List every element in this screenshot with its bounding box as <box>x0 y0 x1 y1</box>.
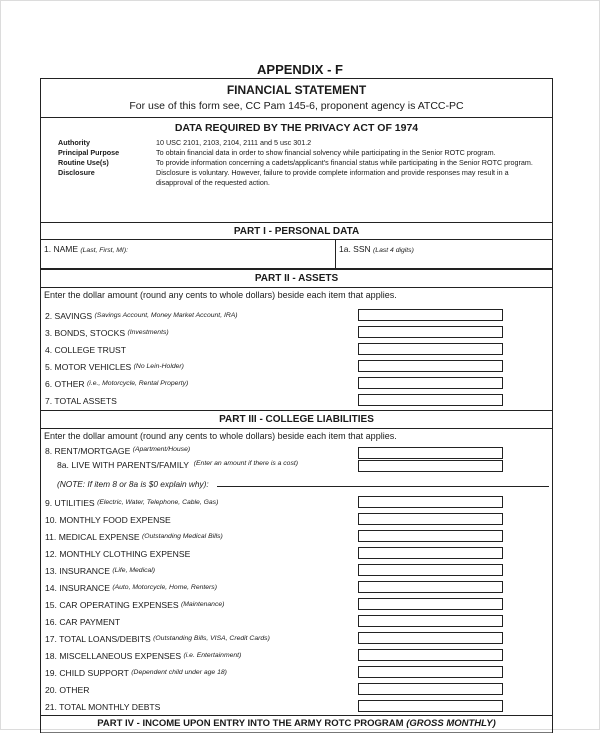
item-hint: (Apartment/House) <box>132 446 191 453</box>
part4-heading-italic: (GROSS MONTHLY) <box>406 718 496 729</box>
item-label: 21. TOTAL MONTHLY DEBTS <box>45 701 161 712</box>
item-label: 19. CHILD SUPPORT <box>45 667 129 678</box>
item-hint: (Savings Account, Money Market Account, IRA) <box>94 312 238 319</box>
item-label: 16. CAR PAYMENT <box>45 616 121 627</box>
ssn-hint: (Last 4 digits) <box>373 247 414 254</box>
liability-item-misc <box>41 647 552 664</box>
ssn-label: 1a. SSN <box>339 244 371 254</box>
clothing-amount-input[interactable] <box>358 547 503 559</box>
other-liabilities-amount-input[interactable] <box>358 683 503 695</box>
motor-vehicles-amount-input[interactable] <box>358 360 503 372</box>
misc-amount-input[interactable] <box>358 649 503 661</box>
liability-item-insurance-life <box>41 562 552 579</box>
other-assets-amount-input[interactable] <box>358 377 503 389</box>
item-label: 10. MONTHLY FOOD EXPENSE <box>45 514 171 525</box>
item-hint: (Dependent child under age 18) <box>131 669 227 676</box>
total-debts-amount-input[interactable] <box>358 700 503 712</box>
privacy-key <box>58 178 156 188</box>
privacy-value: To obtain financial data in order to show financial solvency while participating in the Senior ROTC program. <box>156 148 496 157</box>
name-field[interactable] <box>41 240 336 268</box>
liability-item-car-operating <box>41 596 552 613</box>
form-title-block <box>41 79 552 118</box>
name-label: 1. NAME <box>44 244 79 254</box>
asset-item-college-trust <box>41 341 552 358</box>
privacy-key: Routine Use(s) <box>58 158 109 167</box>
item-hint: (Electric, Water, Telephone, Cable, Gas) <box>97 499 219 506</box>
privacy-value: Disclosure is voluntary. However, failure to provide complete information and provide responses may result in a <box>156 168 509 177</box>
liability-item-insurance-auto <box>41 579 552 596</box>
form-subtitle: For use of this form see, CC Pam 145-6, proponent agency is ATCC-PC <box>129 100 464 112</box>
privacy-value: 10 USC 2101, 2103, 2104, 2111 and 5 usc 301.2 <box>156 138 312 147</box>
privacy-row-disclosure-cont <box>58 178 542 188</box>
item-label: 9. UTILITIES <box>45 497 95 508</box>
item-label: 8a. LIVE WITH PARENTS/FAMILY <box>57 460 189 470</box>
item-label: 15. CAR OPERATING EXPENSES <box>45 599 179 610</box>
item-hint: (Outstanding Medical Bills) <box>141 533 223 540</box>
item-label: 5. MOTOR VEHICLES <box>45 361 132 372</box>
privacy-value: disapproval of the requested action. <box>156 178 270 187</box>
item-hint: (Auto, Motorcycle, Home, Renters) <box>112 584 217 591</box>
child-support-amount-input[interactable] <box>358 666 503 678</box>
live-with-parents-amount-input[interactable] <box>358 460 503 472</box>
liability-item-live-with-parents <box>41 460 552 474</box>
item-label: 17. TOTAL LOANS/DEBITS <box>45 633 151 644</box>
item-label: 7. TOTAL ASSETS <box>45 395 117 406</box>
car-operating-amount-input[interactable] <box>358 598 503 610</box>
item-hint: (i.e. Entertainment) <box>183 652 242 659</box>
rent-amount-input[interactable] <box>358 447 503 459</box>
part4-heading <box>41 715 552 733</box>
liability-item-child-support <box>41 664 552 681</box>
item-label: 3. BONDS, STOCKS <box>45 327 126 338</box>
part3-heading: PART III - COLLEGE LIABILITIES <box>41 411 552 429</box>
insurance-auto-amount-input[interactable] <box>358 581 503 593</box>
privacy-value: To provide information concerning a cadets/applicant's financial status while participating in the Senior ROTC program. <box>156 158 533 167</box>
privacy-row-disclosure <box>58 168 542 178</box>
liability-item-other <box>41 681 552 698</box>
liability-item-utilities <box>41 494 552 511</box>
total-assets-amount-input[interactable] <box>358 394 503 406</box>
item-hint: (Maintenance) <box>180 601 225 608</box>
item-label: 18. MISCELLANEOUS EXPENSES <box>45 650 182 661</box>
loans-amount-input[interactable] <box>358 632 503 644</box>
privacy-key: Principal Purpose <box>58 148 120 157</box>
personal-data-row <box>41 239 552 270</box>
item-label: 11. MEDICAL EXPENSE <box>45 531 140 542</box>
form-frame <box>40 78 553 733</box>
item-hint: (Outstanding Bills, VISA, Credit Cards) <box>153 635 270 642</box>
appendix-title: APPENDIX - F <box>257 62 343 77</box>
utilities-amount-input[interactable] <box>358 496 503 508</box>
asset-item-savings <box>41 307 552 324</box>
assets-instructions: Enter the dollar amount (round any cents to whole dollars) beside each item that applies. <box>44 290 397 300</box>
privacy-key: Authority <box>58 138 90 147</box>
item-label: 2. SAVINGS <box>45 310 93 321</box>
asset-item-bonds <box>41 324 552 341</box>
privacy-heading: DATA REQUIRED BY THE PRIVACY ACT OF 1974 <box>174 122 419 134</box>
liability-item-food <box>41 511 552 528</box>
note-label: (NOTE: If item 8 or 8a is $0 explain why): <box>57 479 209 489</box>
liability-item-car-payment <box>41 613 552 630</box>
liability-item-medical <box>41 528 552 545</box>
part4-heading-text: PART IV - INCOME UPON ENTRY INTO THE ARMY ROTC PROGRAM <box>97 718 404 729</box>
liability-item-total <box>41 698 552 715</box>
item-hint: (Enter an amount if there is a cost) <box>193 460 299 467</box>
asset-item-other <box>41 375 552 392</box>
savings-amount-input[interactable] <box>358 309 503 321</box>
medical-amount-input[interactable] <box>358 530 503 542</box>
item-hint: (i.e., Motorcycle, Rental Property) <box>87 380 189 387</box>
asset-item-motor-vehicles <box>41 358 552 375</box>
item-hint: (Investments) <box>127 329 169 336</box>
item-label: 8. RENT/MORTGAGE <box>45 446 131 456</box>
note-explain-row <box>41 474 552 494</box>
food-amount-input[interactable] <box>358 513 503 525</box>
part1-heading: PART I - PERSONAL DATA <box>233 226 360 237</box>
item-label: 13. INSURANCE <box>45 565 110 576</box>
name-hint: (Last, First, MI): <box>80 247 128 254</box>
liability-item-rent <box>41 446 552 460</box>
item-label: 20. OTHER <box>45 684 90 695</box>
item-hint: (Life, Medical) <box>112 567 156 574</box>
form-title: FINANCIAL STATEMENT <box>226 83 367 97</box>
privacy-row-purpose <box>58 148 542 158</box>
note-explain-input[interactable] <box>217 486 549 487</box>
item-label: 14. INSURANCE <box>45 582 110 593</box>
liabilities-section <box>41 429 552 715</box>
liability-item-clothing <box>41 545 552 562</box>
college-trust-amount-input[interactable] <box>358 343 503 355</box>
item-label: 4. COLLEGE TRUST <box>45 344 127 355</box>
asset-item-total <box>41 392 552 409</box>
item-label: 6. OTHER <box>45 378 85 389</box>
item-label: 12. MONTHLY CLOTHING EXPENSE <box>45 548 191 559</box>
item-hint: (No Lein-Holder) <box>133 363 184 370</box>
privacy-act-block <box>41 118 552 223</box>
liabilities-instructions: Enter the dollar amount (round any cents to whole dollars) beside each item that applies. <box>44 431 397 441</box>
bonds-amount-input[interactable] <box>358 326 503 338</box>
insurance-life-amount-input[interactable] <box>358 564 503 576</box>
privacy-row-routine-use <box>58 158 542 168</box>
privacy-key: Disclosure <box>58 168 95 177</box>
liability-item-loans <box>41 630 552 647</box>
ssn-field[interactable] <box>336 240 552 268</box>
privacy-row-authority <box>58 138 542 148</box>
assets-section <box>41 288 552 411</box>
part2-heading: PART II - ASSETS <box>41 270 552 288</box>
car-payment-amount-input[interactable] <box>358 615 503 627</box>
